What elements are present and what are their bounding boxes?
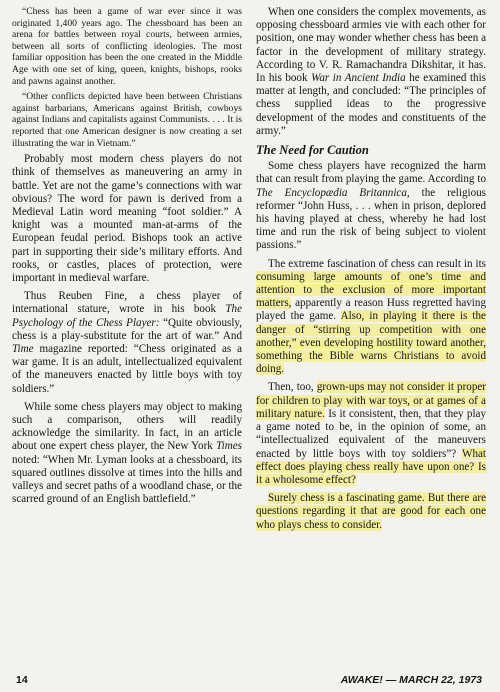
body-paragraph [256,6,486,138]
page-number: 14 [16,674,28,686]
encyclopedia-title: The Encyclopædia Britannica, [256,186,410,199]
text-run: he examined this matter at length, and concluded: “The principles of chess supplied ideas to the progressive development of the modes and constituents of the army.” [256,72,487,137]
highlighted-text: Surely chess is a fascinating game. But there are questions regarding it that are good for each one who plays chess to consider. [256,492,486,531]
text-run: Then, too, [268,381,317,394]
text-run: the religious reformer “John Huss, . . . when in prison, deplored his having played at chess, whereby he had lost time and run the risk of being subject to violent passions.” [256,186,486,252]
body-paragraph [256,258,486,377]
body-paragraph [256,381,486,487]
highlighted-text: grown-ups may not consider it proper for children to play with war toys, or at games of a military nature. [256,381,486,420]
magazine-issue-line: AWAKE! — MARCH 22, 1973 [340,674,482,686]
section-subheading: The Need for Caution [256,143,369,158]
text-run: noted: “When Mr. Lyman looks at a chessboard, its squared outlines dissolve at times into the hills and valleys and secret paths of a woodland chase, or the scarred ground of an English battlefield.” [12,453,242,506]
highlighted-text: consuming large amounts of one’s time and attention to the exclusion of more important matters, [256,270,486,310]
newspaper-title: Times [216,440,242,453]
text-run: Is it consistent, then, that they play a game noted to be, in the opinion of some, an “intellectualized equivalent of the maneuvers enacted by little boys with toy soldiers”? [256,407,486,460]
quote-paragraph: “Chess has been a game of war ever since it was originated 1,400 years ago. The chessboard has been an arena for battles between royal courts, between armies, between all sorts of conflicting ideologies. The most familiar opposition has been the one created in the Middle Age with one set of king, queen, knights, bishops, rooks and pawns against another. [12,6,242,87]
document-page [12,6,490,674]
body-paragraph [256,160,486,252]
text-run: “Quite obviously, chess is a play-substitute for the art of war.” And [12,316,242,342]
left-body [12,153,242,506]
body-paragraph: Probably most modern chess players do not think of themselves as maneuvering an army in battle. Yet are not the game’s connections with war obvious? The word for pawn is derived from a Medieval Latin word meaning “foot soldier.” A knight was a mounted man-at-arms of the European feudal period. Bishops took an active part in supporting their side’s military efforts. And rooks, or castles, places of protection, were important in medieval warfare. [12,153,242,284]
right-column [256,6,486,537]
book-title: War in Ancient India [311,72,406,85]
body-paragraph [12,290,242,396]
text-run: Some chess players have recognized the harm that can result from playing the game. According to [256,160,486,186]
text-run: apparently a reason Huss regretted having played the game. [256,297,486,323]
text-run: Thus Reuben Fine, a chess player of international stature, wrote in his book [12,290,242,316]
magazine-title: Time [12,342,34,355]
text-run: The extreme fascination of chess can result in its [268,257,486,270]
body-paragraph [256,492,486,532]
highlighted-text: Also, in playing it there is the danger of “stirring up competition with one another,” even developing hostility toward another, something the Bible warns Christians to avoid doing. [256,310,486,376]
text-run: While some chess players may object to making such a comparison, others will readily acknowledge the similarity. In fact, in an article about one expert chess player, the New York [12,400,242,453]
highlighted-text: What effect does playing chess really have upon one? Is it a wholesome effect? [256,447,486,486]
text-run: When one considers the complex movements, as opposing chessboard armies vie with each other for position, one may wonder whether chess has been a factor in the development of military strategy. According to V. R. Ramachandra Dikshitar, it has. In his book [256,6,486,85]
body-paragraph [12,401,242,507]
quote-paragraph: “Other conflicts depicted have been between Christians against barbarians, Americans against British, cowboys against Indians and capitalists against Communists. . . . It is reported that one American designer is now creating a set illustrating the war in Vietnam.” [12,91,242,149]
left-column [12,6,242,511]
text-run: magazine reported: “Chess originated as a war game. It is an adult, intellectualized equivalent of the maneuvers enacted by little boys with toy soldiers.” [12,342,242,395]
block-quote [12,6,242,149]
book-title: The Psychology of the Chess Player: [12,303,242,329]
